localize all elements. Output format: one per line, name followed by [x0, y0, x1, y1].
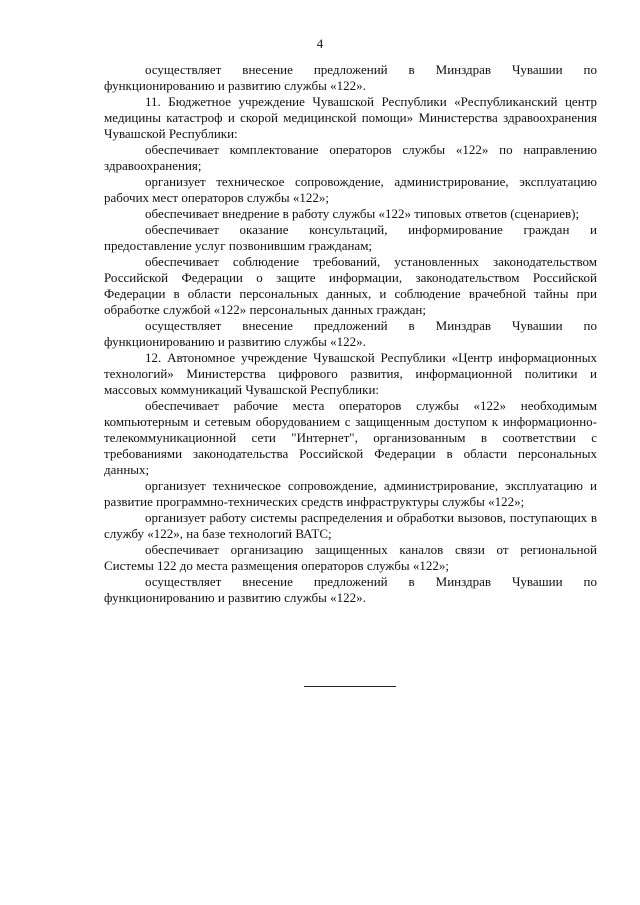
- paragraph-item-11-heading: 11. Бюджетное учреждение Чувашской Республики «Республиканский центр медицины катастроф и скорой медицинской помощи» Министерства здравоохранения Чувашской Республики:: [104, 94, 597, 141]
- paragraph-data-protection: обеспечивает соблюдение требований, установленных законодательством Российской Федерации о защите информации, законодательством Российской Федерации в области персональных данных, и соблюдение врачебной тайны при обработке службой «122» персональных данных граждан;: [104, 254, 597, 317]
- paragraph-staffing-operators: обеспечивает комплектование операторов службы «122» по направлению здравоохранения;: [104, 142, 597, 173]
- paragraph-call-distribution: организует работу системы распределения и обработки вызовов, поступающих в службу «122», на базе технологий ВАТС;: [104, 510, 597, 541]
- paragraph-item-12-heading: 12. Автономное учреждение Чувашской Республики «Центр информационных технологий» Министерства цифрового развития, информационной политики и массовых коммуникаций Чувашской Республики:: [104, 350, 597, 397]
- paragraph-standard-answers: обеспечивает внедрение в работу службы «122» типовых ответов (сценариев);: [145, 206, 580, 221]
- page-number: 4: [316, 36, 324, 51]
- paragraph-submits-proposals-3: осуществляет внесение предложений в Минздрав Чувашии по функционированию и развитию службы «122».: [104, 574, 597, 605]
- document-body: [104, 62, 597, 606]
- paragraph-consultations: обеспечивает оказание консультаций, информирование граждан и предоставление услуг позвонившим гражданам;: [104, 222, 597, 253]
- paragraph-equipment-workplaces: обеспечивает рабочие места операторов службы «122» необходимым компьютерным и сетевым оборудованием с защищенным доступом к информационно-телекоммуникационной сети "Интернет", организованным в соответствии с требованиями законодательства Российской Федерации в области персональных данных;: [104, 398, 597, 477]
- paragraph-infrastructure-support: организует техническое сопровождение, администрирование, эксплуатацию и развитие программно-технических средств инфраструктуры службы «122»;: [104, 478, 597, 509]
- end-divider-line: [304, 686, 396, 687]
- paragraph-secure-channels: обеспечивает организацию защищенных каналов связи от региональной Системы 122 до места размещения операторов службы «122»;: [104, 542, 597, 573]
- paragraph-submits-proposals-2: осуществляет внесение предложений в Минздрав Чувашии по функционированию и развитию службы «122».: [104, 318, 597, 349]
- paragraph-submits-proposals-1: осуществляет внесение предложений в Минздрав Чувашии по функционированию и развитию службы «122».: [104, 62, 597, 93]
- paragraph-technical-support-workplaces: организует техническое сопровождение, администрирование, эксплуатацию рабочих мест операторов службы «122»;: [104, 174, 597, 205]
